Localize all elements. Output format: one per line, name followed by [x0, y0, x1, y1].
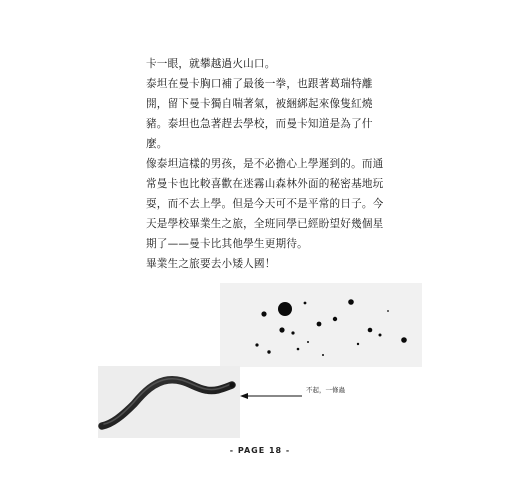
illustration-caption: 不起，一條蟲 — [306, 386, 345, 394]
dots-illustration-svg — [220, 283, 422, 367]
dot — [261, 311, 266, 316]
paragraph-4: 畢業生之旅要去小矮人國！ — [146, 258, 276, 270]
dot — [267, 350, 270, 353]
dot — [297, 348, 300, 351]
worm-icon — [98, 366, 240, 438]
page-number: - PAGE 18 - — [229, 446, 291, 455]
dot — [317, 322, 322, 327]
dot — [401, 337, 407, 343]
dot — [278, 302, 292, 316]
worm-illustration — [98, 366, 240, 438]
paragraph-3: 像泰坦這樣的男孩，是不必擔心上學遲到的。而通常曼卡也比較喜歡在迷霧山森林外面的秘密基地玩耍，而不去上學。但是今天可不是平常的日子。今天是學校畢業生之旅，全班同學已經盼望好幾個星期了——曼卡比其他學生更期待。 — [146, 158, 384, 250]
dots-illustration — [220, 283, 422, 367]
dot — [387, 310, 389, 312]
dot — [333, 317, 337, 321]
paragraph-1: 卡一眼，就攀越過火山口。 — [146, 58, 276, 70]
dot — [368, 328, 373, 333]
body-text — [146, 54, 386, 274]
dot — [322, 354, 324, 356]
paragraph-2: 泰坦在曼卡胸口補了最後一拳，也跟著葛瑞特離開，留下曼卡獨自喘著氣，被綑綁起來像隻紅燒豬。泰坦也急著趕去學校，而曼卡知道是為了什麼。 — [146, 78, 373, 150]
dot — [291, 331, 294, 334]
dot — [357, 343, 359, 345]
pointer-arrow — [240, 387, 304, 399]
arrow-left-icon — [240, 390, 304, 402]
dot — [307, 341, 309, 343]
dot — [255, 343, 258, 346]
dot — [348, 299, 354, 305]
dot — [379, 334, 382, 337]
dot — [279, 327, 284, 332]
dot — [304, 302, 307, 305]
